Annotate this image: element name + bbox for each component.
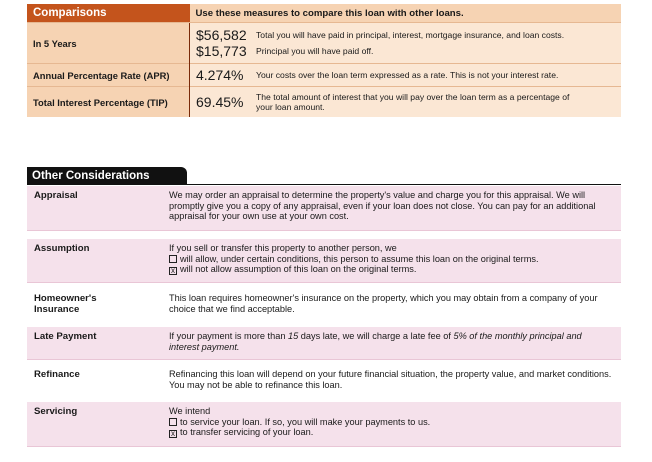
insurance-row bbox=[27, 289, 621, 323]
servicing-label: Servicing bbox=[34, 406, 78, 417]
other-considerations-header bbox=[27, 167, 621, 185]
comparisons-title: Comparisons bbox=[27, 4, 190, 23]
tip-label: Total Interest Percentage (TIP) bbox=[27, 87, 190, 118]
tip-value: 69.45% bbox=[196, 94, 244, 110]
in-5-years-values bbox=[190, 23, 622, 64]
appraisal-row bbox=[27, 186, 621, 231]
late-payment-row bbox=[27, 327, 621, 360]
assumption-allow-checkbox[interactable] bbox=[169, 255, 177, 263]
tip-values bbox=[190, 87, 622, 118]
servicing-self-checkbox[interactable] bbox=[169, 418, 177, 426]
servicing-transfer-text: to transfer servicing of your loan. bbox=[180, 427, 314, 438]
in-5-years-total-desc: Total you will have paid in principal, interest, mortgage insurance, and loan costs. bbox=[256, 30, 565, 40]
assumption-body bbox=[169, 243, 613, 275]
loan-estimate-page-3 bbox=[27, 4, 621, 439]
in-5-years-total-amount: $56,582 bbox=[196, 27, 247, 43]
servicing-row bbox=[27, 402, 621, 447]
tip-desc: The total amount of interest that you will pay over the loan term as a percentage of your loan amount. bbox=[256, 92, 570, 112]
in-5-years-principal-amount: $15,773 bbox=[196, 43, 247, 59]
other-considerations-title: Other Considerations bbox=[27, 167, 187, 185]
late-payment-text-1: If your payment is more than bbox=[169, 331, 288, 341]
servicing-transfer-checkbox[interactable]: x bbox=[171, 429, 175, 439]
apr-desc: Your costs over the loan term expressed as a rate. This is not your interest rate. bbox=[256, 70, 559, 80]
apr-value: 4.274% bbox=[196, 67, 244, 83]
comparisons-table bbox=[27, 4, 621, 117]
insurance-label: Homeowner's Insurance bbox=[34, 293, 97, 315]
assumption-row bbox=[27, 239, 621, 283]
assumption-intro: If you sell or transfer this property to another person, we bbox=[169, 243, 397, 253]
late-payment-days: 15 bbox=[287, 331, 299, 341]
refinance-label: Refinance bbox=[34, 369, 80, 380]
header-rule bbox=[187, 184, 621, 185]
late-payment-text bbox=[169, 331, 613, 352]
servicing-intro: We intend bbox=[169, 406, 211, 416]
appraisal-label: Appraisal bbox=[34, 190, 78, 201]
in-5-years-principal-desc: Principal you will have paid off. bbox=[256, 46, 374, 56]
comparisons-subtitle: Use these measures to compare this loan with other loans. bbox=[190, 4, 622, 23]
assumption-not-allow-checkbox[interactable]: x bbox=[171, 266, 175, 276]
assumption-not-allow-text: will not allow assumption of this loan on the original terms. bbox=[180, 264, 417, 275]
assumption-label: Assumption bbox=[34, 243, 90, 254]
late-payment-label: Late Payment bbox=[34, 331, 97, 342]
late-payment-fee: 5% of the monthly principal and interest payment. bbox=[169, 331, 582, 352]
servicing-self-text: to service your loan. If so, you will make your payments to us. bbox=[180, 416, 431, 427]
insurance-text: This loan requires homeowner's insurance on the property, which you may obtain from a company of your choice that we find acceptable. bbox=[169, 293, 598, 314]
apr-label: Annual Percentage Rate (APR) bbox=[27, 64, 190, 87]
servicing-body bbox=[169, 406, 613, 438]
appraisal-text: We may order an appraisal to determine the property's value and charge you for this appraisal. We will promptly give you a copy of any appraisal, even if your loan does not close. You can pay for an additional appraisal for your own use at your own cost. bbox=[169, 190, 596, 222]
apr-values bbox=[190, 64, 622, 87]
assumption-allow-text: will allow, under certain conditions, this person to assume this loan on the original terms. bbox=[180, 253, 539, 264]
in-5-years-label: In 5 Years bbox=[27, 23, 190, 64]
refinance-row bbox=[27, 365, 621, 399]
late-payment-text-2: days late, we will charge a late fee of bbox=[298, 331, 454, 341]
refinance-text: Refinancing this loan will depend on your future financial situation, the property value, and market conditions. You may not be able to refinance this loan. bbox=[169, 369, 612, 390]
